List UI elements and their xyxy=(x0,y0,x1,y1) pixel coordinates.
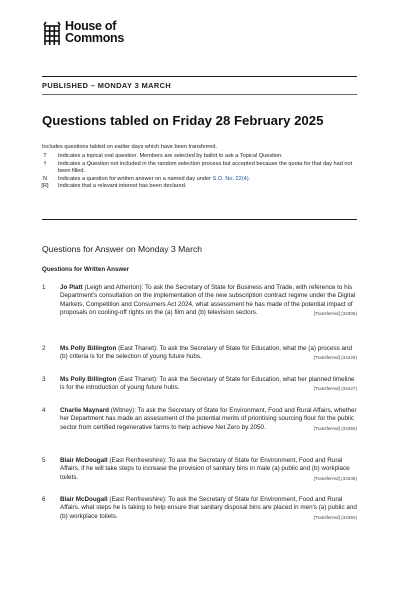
member-name: Charlie Maynard xyxy=(60,407,109,414)
published-divider xyxy=(42,94,357,95)
house-of-commons-logo xyxy=(42,20,124,47)
question-item xyxy=(42,284,357,319)
legend-text: Indicates a Question not included in the random selection process but accepted because the quota for that day had not been filled. xyxy=(58,160,353,174)
legend-divider xyxy=(42,219,357,220)
legend-symbol: N xyxy=(42,175,48,182)
question-reference: [Transferred] (34427) xyxy=(313,386,357,392)
question-item xyxy=(42,496,357,522)
sub-title: Questions for Written Answer xyxy=(42,266,129,273)
member-name: Jo Platt xyxy=(60,284,83,291)
constituency: (Leigh and Atherton): xyxy=(82,284,145,291)
question-item xyxy=(42,376,357,394)
portcullis-icon xyxy=(42,21,62,47)
logo-line-1: House of xyxy=(65,19,117,33)
constituency: (East Renfrewshire): xyxy=(107,496,169,503)
legend-symbol: T xyxy=(43,153,47,159)
question-number: 1 xyxy=(42,284,46,291)
question-reference: [Transferred] (34426) xyxy=(313,355,357,361)
question-number: 2 xyxy=(42,345,46,352)
question-text: To ask the Secretary of State for Environment, Food and Rural Affairs, what steps he is taking to help ensure that sanitary disposal bins are placed in men's (a) public and (b) workplace toilets. xyxy=(60,496,357,520)
question-number: 5 xyxy=(42,457,46,464)
member-name: Ms Polly Billington xyxy=(60,345,117,352)
constituency: (Witney): xyxy=(109,407,138,414)
question-reference: [Transferred] (34348) xyxy=(313,475,357,481)
legend-text: Indicates a topical oral question. Members are selected by ballot to ask a Topical Question. xyxy=(58,153,283,159)
legend-item xyxy=(42,153,357,161)
question-text: To ask the Secretary of State for Environment, Food and Rural Affairs, whether her Department has made an assessment of the potential merits of prioritising sourcing flour for the public sector from certified regenerative farms to help achieve Net Zero by 2050. xyxy=(60,407,357,431)
page-title: Questions tabled on Friday 28 February 2025 xyxy=(42,113,324,128)
constituency: (East Thanet): xyxy=(116,376,160,383)
top-divider xyxy=(42,76,357,77)
legend-text-wrap xyxy=(58,176,250,184)
legend-symbol: [R] xyxy=(41,183,49,189)
legend-symbol: † xyxy=(43,160,47,167)
legend-item xyxy=(42,161,357,176)
published-date: PUBLISHED – MONDAY 3 MARCH xyxy=(42,81,172,90)
question-reference: [Transferred] (34306) xyxy=(313,311,357,317)
question-text: To ask the Secretary of State for Education, what her planned timeline is for the introduction of young future hubs. xyxy=(60,376,355,392)
section-title: Questions for Answer on Monday 3 March xyxy=(42,244,203,254)
question-item xyxy=(42,457,357,483)
question-number: 4 xyxy=(42,407,46,414)
member-name: Blair McDougall xyxy=(60,496,108,503)
legend-item xyxy=(42,183,357,191)
standing-order-link[interactable]: S.O. No. 22(4) xyxy=(212,175,249,182)
member-name: Ms Polly Billington xyxy=(60,376,117,383)
question-reference: [Transferred] (34350) xyxy=(313,425,357,431)
constituency: (East Thanet): xyxy=(116,345,160,352)
legend-text: Indicates a question for written answer on a named day under xyxy=(58,175,213,182)
question-text: To ask the Secretary of State for Education, what the (a) process and (b) criteria is for the selection of young future hubs. xyxy=(60,345,353,361)
question-reference: [Transferred] (34350) xyxy=(313,514,357,520)
logo-line-2: Commons xyxy=(65,31,125,45)
legend-text-end: . xyxy=(248,175,251,182)
constituency: (East Renfrewshire): xyxy=(107,457,169,464)
question-text: To ask the Secretary of State for Business and Trade, with reference to his Department's consultation on the implementation of the new subscription contract regime under the Digital Markets, Competition and Consumers Act 2024, what assessment he has made of the potential impact of proposals on cooling-off rights on the (a) film and (b) television sectors. xyxy=(60,284,356,317)
legend-text: Indicates that a relevant interest has been declared. xyxy=(58,183,187,189)
member-name: Blair McDougall xyxy=(60,457,108,464)
legend-item xyxy=(42,176,357,184)
question-text: To ask the Secretary of State for Environment, Food and Rural Affairs, if he will take steps to increase the provision of sanitary bins in male (a) public and (b) workplace toilets. xyxy=(60,457,350,481)
legend-intro: Includes questions tabled on earlier days which have been transferred. xyxy=(42,144,218,150)
question-item xyxy=(42,407,357,433)
question-number: 6 xyxy=(42,496,46,503)
question-item xyxy=(42,345,357,363)
legend xyxy=(42,144,357,191)
question-number: 3 xyxy=(42,376,46,383)
